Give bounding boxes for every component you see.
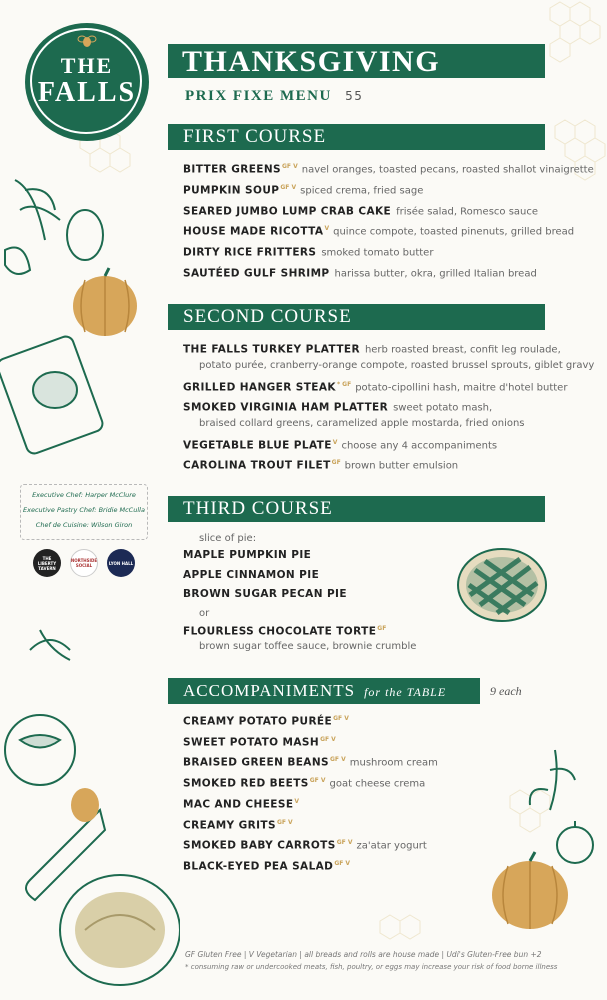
item-name: CREAMY GRITS bbox=[183, 819, 276, 831]
item-name: SMOKED RED BEETS bbox=[183, 777, 309, 790]
bee-icon bbox=[77, 33, 97, 47]
item-desc: brown butter emulsion bbox=[344, 460, 459, 472]
item-name: HOUSE MADE RICOTTA bbox=[183, 225, 324, 238]
menu-item bbox=[183, 839, 427, 852]
third-course-intro: slice of pie: bbox=[199, 533, 257, 544]
chef-de-cuisine: Chef de Cuisine: Wilson Giron bbox=[35, 521, 133, 529]
logo-line2: FALLS bbox=[37, 77, 137, 108]
chefs-box bbox=[20, 484, 148, 540]
menu-item bbox=[183, 819, 297, 832]
item-tags: GF V bbox=[320, 735, 336, 743]
item-desc: harissa butter, okra, grilled Italian bread bbox=[334, 268, 537, 280]
menu-item bbox=[183, 798, 303, 811]
prix-fixe-label: PRIX FIXE MENU bbox=[185, 88, 332, 104]
liberty-tavern-badge bbox=[33, 549, 61, 577]
item-name: CREAMY POTATO PURÉE bbox=[183, 715, 333, 728]
torte-name: FLOURLESS CHOCOLATE TORTE bbox=[183, 625, 377, 638]
page-title: THANKSGIVING bbox=[182, 45, 441, 78]
item-desc: mushroom cream bbox=[349, 757, 438, 769]
item-name: DIRTY RICE FRITTERS bbox=[183, 246, 317, 259]
item-desc: herb roasted breast, confit leg roulade, bbox=[364, 344, 561, 356]
item-name: SEARED JUMBO LUMP CRAB CAKE bbox=[183, 205, 392, 218]
menu-item bbox=[183, 205, 538, 218]
pie-item: APPLE CINNAMON PIE bbox=[183, 568, 320, 581]
item-name: GRILLED HANGER STEAK bbox=[183, 381, 336, 393]
prix-fixe-line bbox=[185, 88, 363, 105]
pumpkin-illustration-right bbox=[480, 740, 607, 940]
item-name: BITTER GREENS bbox=[183, 163, 281, 176]
torte-desc: brown sugar toffee sauce, brownie crumble bbox=[199, 641, 417, 652]
item-tags: GF V bbox=[333, 715, 349, 722]
item-name: CAROLINA TROUT FILET bbox=[183, 459, 331, 472]
logo bbox=[25, 23, 149, 141]
menu-item bbox=[183, 163, 594, 176]
pastry-chef: Executive Pastry Chef: Bridie McCulla bbox=[23, 506, 145, 514]
pie-item: BROWN SUGAR PECAN PIE bbox=[183, 588, 347, 600]
northside-social-label: NORTHSIDE SOCIAL bbox=[70, 558, 98, 568]
harvest-illustration-bottom-left bbox=[0, 610, 180, 1000]
item-tags: GF V bbox=[276, 818, 293, 826]
item-desc: goat cheese crema bbox=[329, 778, 426, 790]
item-name: THE FALLS TURKEY PLATTER bbox=[183, 343, 360, 356]
menu-item bbox=[183, 777, 425, 790]
item-name: SWEET POTATO MASH bbox=[183, 736, 320, 749]
item-name: BLACK-EYED PEA SALAD bbox=[183, 860, 334, 873]
item-desc: sweet potato mash, bbox=[393, 402, 493, 414]
item-desc-continued: potato purée, cranberry-orange compote, roasted brussel sprouts, giblet gravy bbox=[199, 360, 595, 371]
item-name: BRAISED GREEN BEANS bbox=[183, 756, 329, 769]
item-tags: GF V bbox=[280, 183, 297, 191]
accompaniments-subtitle: for the TABLE bbox=[364, 685, 447, 699]
third-course-or: or bbox=[199, 608, 210, 619]
item-tags: V bbox=[294, 797, 300, 805]
item-tags: GF V bbox=[329, 756, 346, 764]
menu-item bbox=[183, 860, 354, 873]
item-desc: potato-cipollini hash, maitre d'hotel butter bbox=[355, 382, 568, 393]
menu-item bbox=[183, 267, 537, 280]
pie-item: MAPLE PUMPKIN PIE bbox=[183, 549, 312, 561]
menu-item bbox=[183, 343, 561, 356]
second-course-header: SECOND COURSE bbox=[168, 304, 545, 330]
menu-item bbox=[183, 459, 458, 472]
footer-warning: * consuming raw or undercooked meats, fish, poultry, or eggs may increase your risk of food borne illness bbox=[185, 963, 558, 971]
accompaniments-title: ACCOMPANIMENTS bbox=[183, 681, 356, 700]
item-name: SMOKED BABY CARROTS bbox=[183, 839, 336, 852]
item-name: VEGETABLE BLUE PLATE bbox=[183, 439, 332, 451]
menu-item bbox=[183, 225, 574, 238]
item-desc: choose any 4 accompaniments bbox=[341, 440, 498, 451]
menu-item bbox=[183, 439, 497, 452]
lyon-hall-badge bbox=[107, 549, 135, 577]
torte-item bbox=[183, 625, 390, 638]
menu-item bbox=[183, 715, 353, 728]
item-desc: za'atar yogurt bbox=[356, 840, 427, 852]
item-desc-continued: braised collard greens, caramelized apple mostarda, fried onions bbox=[199, 418, 525, 429]
item-tags: GF V bbox=[309, 777, 326, 785]
footer-legend: GF Gluten Free | V Vegetarian | all breads and rolls are house made | Udi's Gluten-Free bun +2 bbox=[185, 950, 542, 959]
item-desc: smoked tomato butter bbox=[321, 247, 434, 259]
logo-line1: THE bbox=[60, 53, 114, 78]
item-name: SAUTÉED GULF SHRIMP bbox=[183, 267, 330, 280]
menu-item bbox=[183, 184, 423, 197]
first-course-header: FIRST COURSE bbox=[168, 124, 545, 150]
menu-item bbox=[183, 401, 492, 414]
harvest-illustration-left bbox=[0, 150, 150, 470]
item-desc: frisée salad, Romesco sauce bbox=[396, 206, 539, 218]
northside-social-badge bbox=[70, 549, 98, 577]
menu-item bbox=[183, 381, 567, 394]
item-name: SMOKED VIRGINIA HAM PLATTER bbox=[183, 401, 389, 414]
torte-tags: GF bbox=[377, 625, 387, 632]
menu-item bbox=[183, 246, 433, 259]
accompaniments-header bbox=[168, 678, 480, 704]
item-tags: * GF bbox=[336, 380, 352, 388]
item-desc: spiced crema, fried sage bbox=[300, 185, 424, 197]
item-tags: GF V bbox=[334, 859, 351, 867]
page-title-banner bbox=[168, 44, 545, 78]
item-tags: GF V bbox=[336, 839, 353, 847]
accompaniments-price: 9 each bbox=[490, 684, 522, 698]
item-tags: V bbox=[332, 438, 338, 446]
item-tags: GF bbox=[331, 459, 341, 466]
item-desc: navel oranges, toasted pecans, roasted shallot vinaigrette bbox=[301, 164, 594, 176]
item-tags: GF V bbox=[282, 163, 298, 170]
lyon-hall-label: LYON HALL bbox=[108, 560, 134, 566]
menu-item bbox=[183, 736, 340, 749]
item-name: MAC AND CHEESE bbox=[183, 798, 294, 811]
item-name: PUMPKIN SOUP bbox=[183, 184, 280, 197]
menu-item bbox=[183, 756, 438, 769]
liberty-tavern-label: THE LIBERTY TAVERN bbox=[37, 555, 57, 571]
exec-chef: Executive Chef: Harper McClure bbox=[32, 491, 136, 499]
third-course-header: THIRD COURSE bbox=[168, 496, 545, 522]
prix-fixe-price: 55 bbox=[345, 89, 364, 103]
item-tags: V bbox=[324, 225, 330, 233]
item-desc: quince compote, toasted pinenuts, grilled bread bbox=[333, 226, 575, 238]
pie-illustration bbox=[455, 545, 550, 625]
